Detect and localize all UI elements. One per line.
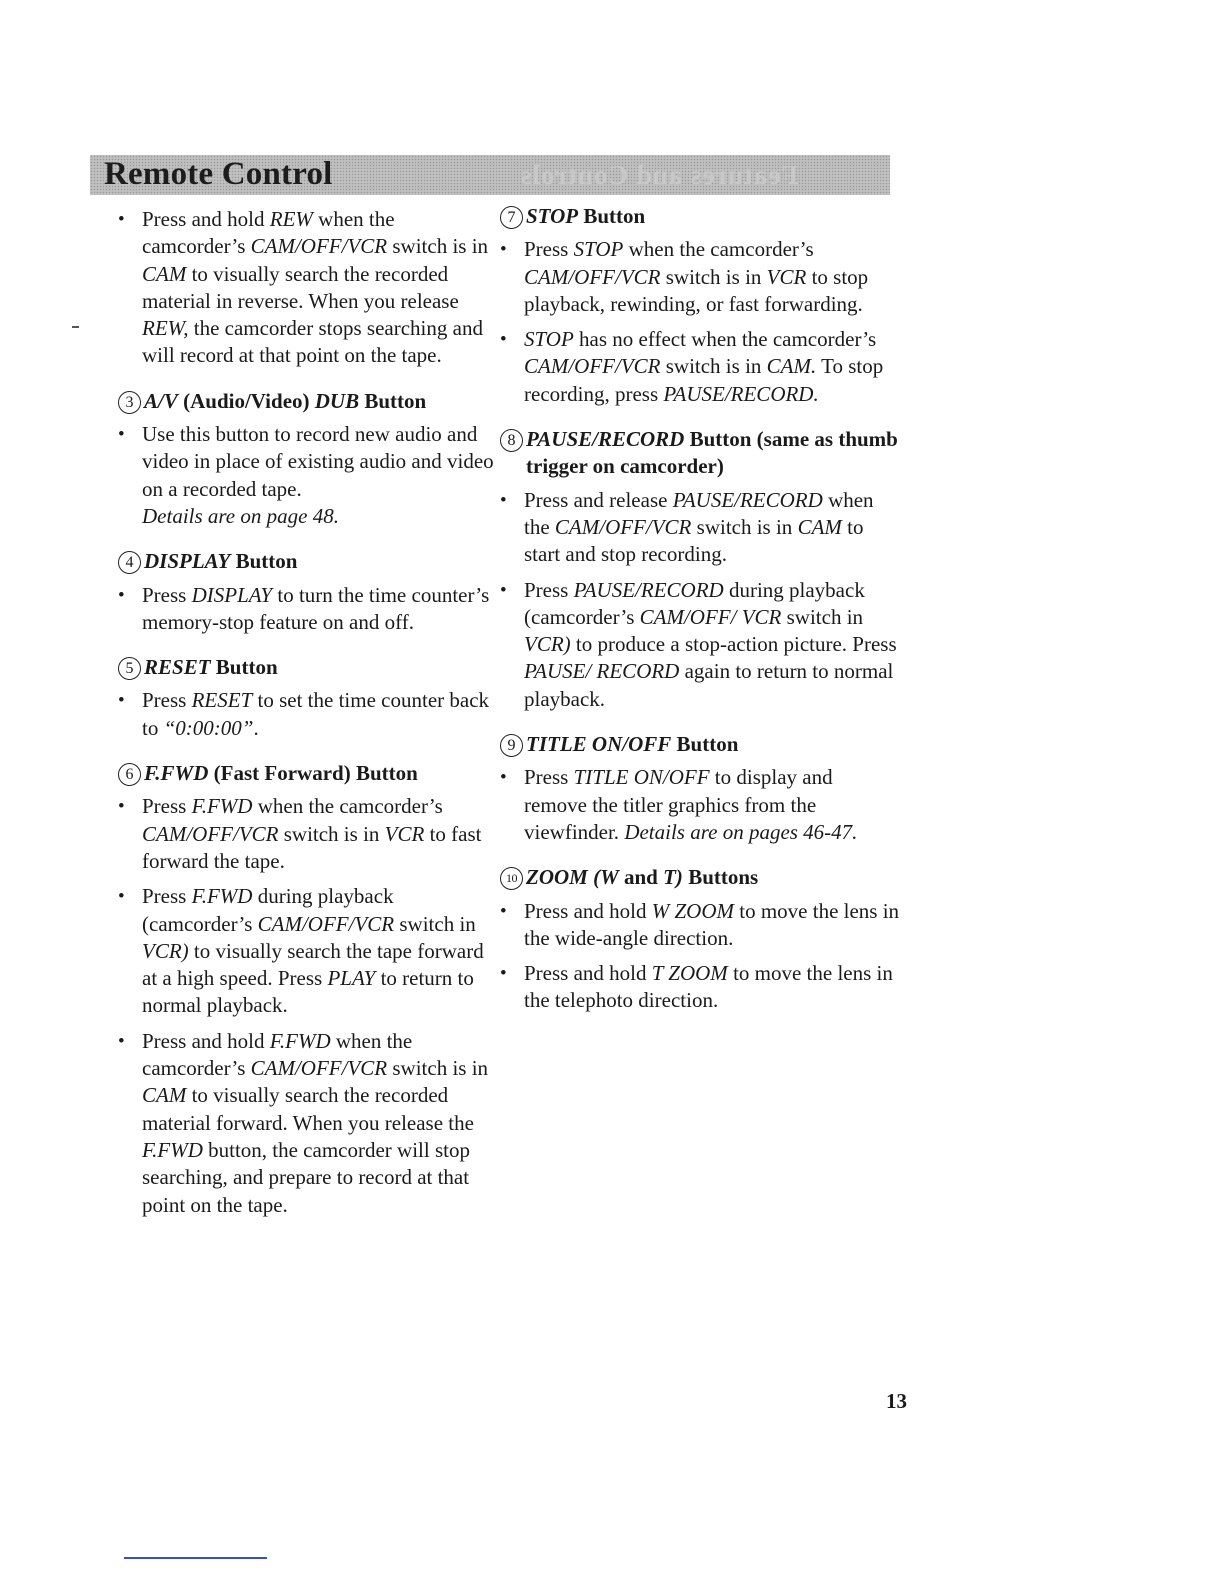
text-run: when the bbox=[524, 487, 874, 539]
button-section bbox=[118, 388, 498, 530]
bullet-list bbox=[118, 793, 498, 1218]
text-run: to visually search the tape forward at a high speed. Press bbox=[142, 938, 484, 991]
page-reference: Details are on page 48. bbox=[142, 503, 339, 528]
text-run: . bbox=[253, 715, 259, 740]
button-section bbox=[118, 654, 498, 742]
section-heading bbox=[118, 388, 498, 415]
text-run: (Audio/Video) bbox=[177, 388, 315, 413]
section-heading bbox=[500, 731, 900, 758]
bullet-item bbox=[118, 793, 498, 875]
text-run: Press bbox=[524, 577, 574, 602]
text-run: TITLE ON/OFF bbox=[573, 765, 710, 790]
text-run: during playback (camcorder’s bbox=[524, 577, 865, 629]
text-run: Press and hold bbox=[142, 207, 270, 231]
text-run: switch is in bbox=[387, 234, 489, 259]
text-run: switch is in bbox=[660, 354, 767, 379]
section-gap bbox=[500, 721, 900, 731]
button-section bbox=[118, 548, 498, 636]
text-run: RESET bbox=[144, 655, 211, 680]
heading-text bbox=[144, 388, 498, 415]
text-run: Button bbox=[230, 549, 298, 574]
text-run: (Fast Forward) Button bbox=[208, 761, 418, 786]
text-run: A/V bbox=[144, 388, 178, 413]
right-column bbox=[500, 203, 900, 1023]
text-run: Press and hold bbox=[524, 961, 652, 986]
text-run: the camcorder stops searching and will record at that point on the tape. bbox=[142, 316, 483, 368]
text-run: T ZOOM bbox=[651, 961, 728, 986]
text-run: F.FWD bbox=[144, 761, 209, 786]
heading-text bbox=[526, 426, 900, 481]
text-run: CAM/OFF/VCR bbox=[524, 264, 661, 289]
text-run: F.FWD bbox=[269, 1028, 331, 1053]
text-run: ZOOM (W bbox=[526, 865, 619, 890]
bullet-item bbox=[118, 582, 498, 637]
text-run: Press bbox=[142, 582, 192, 607]
text-run: switch is in bbox=[387, 1056, 489, 1081]
bullet-item bbox=[118, 421, 498, 530]
text-run: PAUSE/RECORD. bbox=[663, 381, 819, 406]
text-run: F.FWD bbox=[191, 794, 253, 819]
text-run: REW, bbox=[142, 316, 189, 341]
button-section bbox=[500, 426, 900, 713]
text-run: Buttons bbox=[682, 865, 759, 890]
text-run: switch in bbox=[781, 604, 864, 629]
left-column bbox=[118, 206, 498, 1227]
section-heading bbox=[118, 654, 498, 681]
circled-number-icon: 7 bbox=[500, 206, 523, 229]
right-sections bbox=[500, 203, 900, 1015]
bullet-item bbox=[500, 326, 900, 408]
text-run: Button bbox=[210, 655, 278, 680]
text-run: Button bbox=[578, 204, 646, 228]
circled-number-icon: 10 bbox=[500, 867, 523, 890]
text-run: Press bbox=[142, 884, 192, 909]
intro-bullet-list bbox=[118, 206, 498, 370]
button-section bbox=[500, 731, 900, 846]
bullet-item bbox=[118, 687, 498, 742]
bullet-list bbox=[500, 487, 900, 713]
text-run: has no effect when the camcorder’s bbox=[573, 327, 877, 352]
text-run: F.FWD bbox=[191, 884, 253, 909]
text-run: “0:00:00” bbox=[163, 715, 254, 740]
bullet-item bbox=[500, 764, 900, 846]
text-run: and bbox=[618, 865, 664, 890]
text-run: Button (same as thumb trigger on camcorder) bbox=[526, 427, 898, 479]
text-run: Press and hold bbox=[524, 898, 652, 923]
section-gap bbox=[118, 378, 498, 388]
text-run: STOP bbox=[524, 327, 574, 352]
text-run: to return to normal playback. bbox=[142, 966, 474, 1018]
heading-text bbox=[144, 760, 498, 787]
text-run: VCR bbox=[766, 264, 807, 289]
heading-text bbox=[144, 654, 498, 681]
circled-number-icon: 3 bbox=[118, 391, 141, 414]
bullet-item bbox=[118, 206, 498, 370]
bullet-item bbox=[500, 236, 900, 318]
page-number: 13 bbox=[886, 1389, 907, 1413]
section-gap bbox=[118, 750, 498, 760]
bullet-item bbox=[118, 1028, 498, 1219]
bullet-list bbox=[118, 421, 498, 530]
section-gap bbox=[118, 644, 498, 654]
text-run: F.FWD bbox=[142, 1137, 203, 1162]
text-run: Use this button to record new audio and video in place of existing audio and video on a recorded tape. bbox=[142, 422, 494, 501]
text-run: to start and stop recording. bbox=[524, 514, 864, 567]
text-run: CAM/OFF/VCR bbox=[554, 514, 692, 539]
text-run: CAM/OFF/VCR bbox=[257, 911, 395, 936]
text-run: to move the lens in the telephoto direction. bbox=[524, 961, 893, 1013]
left-sections bbox=[118, 378, 498, 1219]
text-run: Details are on pages 46-47. bbox=[624, 819, 858, 844]
text-run: during playback (camcorder’s bbox=[142, 884, 394, 936]
text-run: to set the time counter back to bbox=[142, 688, 490, 740]
text-run: to fast forward the tape. bbox=[142, 821, 482, 873]
text-run: PLAY bbox=[327, 966, 376, 991]
text-run: to display and remove the titler graphics from the viewfinder. bbox=[524, 765, 833, 844]
bullet-list bbox=[118, 582, 498, 637]
section-heading bbox=[118, 760, 498, 787]
stray-mark bbox=[72, 326, 79, 328]
text-run: CAM/OFF/VCR bbox=[142, 821, 279, 846]
header-bleed-text: Features and Controls bbox=[520, 160, 799, 190]
text-run: CAM/OFF/VCR bbox=[524, 354, 661, 379]
circled-number-icon: 4 bbox=[118, 551, 141, 574]
text-run: to move the lens in the wide-angle direction. bbox=[524, 898, 900, 950]
text-run: switch is in bbox=[691, 514, 798, 539]
bullet-list bbox=[118, 687, 498, 742]
text-run: RESET bbox=[191, 688, 253, 713]
text-run: when the camcorder’s bbox=[142, 207, 395, 259]
button-section bbox=[500, 203, 900, 408]
text-run: button, the camcorder will stop searching, and prepare to record at that point on the tape. bbox=[142, 1137, 470, 1217]
text-run: when the camcorder’s bbox=[623, 237, 814, 262]
text-run: when the camcorder’s bbox=[142, 1028, 413, 1081]
text-run: PAUSE/RECORD bbox=[573, 577, 724, 602]
text-run: CAM bbox=[142, 1083, 187, 1108]
text-run: CAM bbox=[797, 514, 842, 539]
bullet-item bbox=[500, 960, 900, 1015]
text-run: when the camcorder’s bbox=[252, 794, 443, 819]
bullet-item bbox=[500, 577, 900, 713]
text-run: VCR bbox=[384, 821, 425, 846]
section-gap bbox=[500, 854, 900, 864]
text-run: PAUSE/RECORD bbox=[672, 487, 823, 512]
text-run: STOP bbox=[526, 204, 579, 228]
heading-text bbox=[526, 864, 900, 891]
text-run: CAM/OFF/VCR bbox=[250, 234, 388, 259]
text-run: CAM/OFF/ VCR bbox=[639, 604, 782, 629]
circled-number-icon: 8 bbox=[500, 429, 523, 452]
text-run: Press bbox=[524, 765, 574, 790]
text-run: CAM bbox=[142, 261, 187, 286]
text-run: switch is in bbox=[278, 821, 385, 846]
bullet-item bbox=[500, 898, 900, 953]
text-run: TITLE ON/OFF bbox=[526, 732, 672, 757]
text-run: Press and hold bbox=[142, 1028, 270, 1053]
bullet-list bbox=[500, 898, 900, 1015]
section-gap bbox=[118, 538, 498, 548]
text-run: CAM. bbox=[766, 354, 817, 379]
button-section bbox=[118, 760, 498, 1219]
text-run: VCR) bbox=[524, 632, 571, 657]
section-heading bbox=[500, 426, 900, 481]
circled-number-icon: 9 bbox=[500, 734, 523, 757]
text-run: DUB bbox=[314, 388, 360, 413]
text-run: to visually search the recorded material in reverse. When you release bbox=[142, 261, 459, 313]
text-run: switch is in bbox=[660, 264, 767, 289]
text-run: DISPLAY bbox=[144, 549, 231, 574]
section-header bbox=[90, 155, 890, 195]
section-heading bbox=[118, 548, 498, 575]
text-run: Press bbox=[524, 237, 574, 262]
bullet-list bbox=[500, 236, 900, 408]
text-run: Press bbox=[142, 794, 192, 819]
heading-text bbox=[526, 203, 900, 230]
text-run: Press and release bbox=[524, 487, 673, 512]
bullet-item bbox=[118, 883, 498, 1019]
text-run: Button bbox=[359, 388, 427, 413]
heading-text bbox=[526, 731, 900, 758]
page-title: Remote Control bbox=[104, 156, 333, 192]
bullet-item bbox=[500, 487, 900, 569]
footer-rule bbox=[124, 1557, 267, 1559]
text-run: DISPLAY bbox=[191, 582, 273, 607]
heading-text bbox=[144, 548, 498, 575]
section-heading bbox=[500, 203, 900, 230]
circled-number-icon: 6 bbox=[118, 763, 141, 786]
text-run: switch in bbox=[394, 911, 476, 936]
button-section bbox=[500, 864, 900, 1014]
text-run: W ZOOM bbox=[651, 898, 734, 923]
text-run: to turn the time counter’s memory-stop feature on and off. bbox=[142, 582, 490, 634]
text-run: CAM/OFF/VCR bbox=[250, 1056, 388, 1081]
text-run: REW bbox=[269, 207, 313, 231]
section-gap bbox=[500, 416, 900, 426]
bullet-list bbox=[500, 764, 900, 846]
text-run: to produce a stop-action picture. Press bbox=[570, 632, 897, 657]
text-run: PAUSE/RECORD bbox=[526, 427, 685, 452]
text-run: Press bbox=[142, 688, 192, 713]
text-run: STOP bbox=[573, 237, 624, 262]
text-run: to stop playback, rewinding, or fast forwarding. bbox=[524, 264, 869, 316]
section-heading bbox=[500, 864, 900, 891]
text-run: PAUSE/ RECORD bbox=[524, 659, 680, 684]
circled-number-icon: 5 bbox=[118, 657, 141, 680]
text-run: To stop recording, press bbox=[524, 354, 884, 406]
text-run: T) bbox=[663, 865, 683, 890]
text-run: VCR) bbox=[142, 938, 189, 963]
text-run: Button bbox=[671, 732, 739, 757]
text-run: again to return to normal playback. bbox=[524, 659, 894, 711]
text-run: to visually search the recorded material forward. When you release the bbox=[142, 1083, 474, 1135]
